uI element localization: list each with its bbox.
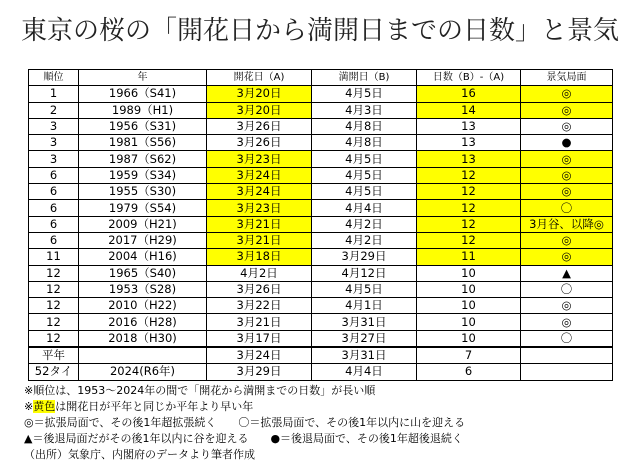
- cell-bloom-date: 3月24日: [207, 167, 312, 183]
- footnotes: [24, 383, 465, 463]
- cell-bloom-date: 3月20日: [207, 86, 312, 102]
- cell-rank: 11: [29, 249, 79, 265]
- table-row: [29, 135, 613, 151]
- header-year: 年: [79, 70, 207, 86]
- table-row: [29, 330, 613, 347]
- table-row: [29, 184, 613, 200]
- current-year-row: [29, 364, 613, 380]
- cell-days: 12: [417, 184, 521, 200]
- cell-bloom-date: 3月21日: [207, 216, 312, 232]
- table-row: [29, 314, 613, 330]
- cell-full-bloom-date: 4月8日: [312, 135, 417, 151]
- cell-bloom-date: 3月22日: [207, 298, 312, 314]
- cell-phase: ◎: [521, 86, 613, 102]
- cell-full-bloom-date: 3月31日: [312, 314, 417, 330]
- cell-full-bloom-date: 3月29日: [312, 249, 417, 265]
- cell-phase: ◎: [521, 298, 613, 314]
- note-legend-recession: ▲＝後退局面だがその後1年以内に谷を迎える ●＝後退局面で、その後1年超後退続く: [24, 432, 463, 445]
- cell-year: 1955（S30): [79, 184, 207, 200]
- cell-rank: 6: [29, 184, 79, 200]
- header-bloom-date: 開花日（A): [207, 70, 312, 86]
- cell-bloom-date: 3月21日: [207, 232, 312, 248]
- header-days: 日数（B）-（A): [417, 70, 521, 86]
- cell-year: 2017（H29): [79, 232, 207, 248]
- cell-bloom-date: 3月17日: [207, 330, 312, 347]
- cell-phase: 3月谷、以降◎: [521, 216, 613, 232]
- note-yellow: [24, 399, 465, 415]
- cell-phase: ◎: [521, 102, 613, 118]
- cell-year: 1965（S40): [79, 265, 207, 281]
- cell-phase: ◎: [521, 249, 613, 265]
- table-row: [29, 265, 613, 281]
- cell-full-bloom-date: 4月5日: [312, 167, 417, 183]
- cell-full-bloom-date: 4月2日: [312, 216, 417, 232]
- cell-days: 16: [417, 86, 521, 102]
- table-row: [29, 102, 613, 118]
- note-yellow-highlight: 黄色: [33, 400, 56, 413]
- cell-full-bloom-date: 4月5日: [312, 151, 417, 167]
- cell-rank: 6: [29, 232, 79, 248]
- cell-year: 1953（S28): [79, 281, 207, 297]
- cell-days: 10: [417, 330, 521, 347]
- cell-days: 13: [417, 118, 521, 134]
- cell-bloom-date: 3月29日: [207, 364, 312, 380]
- cell-year: 1966（S41): [79, 86, 207, 102]
- cell-bloom-date: 3月26日: [207, 135, 312, 151]
- cell-rank: 3: [29, 151, 79, 167]
- cell-phase: ◎: [521, 314, 613, 330]
- table-row: [29, 281, 613, 297]
- cell-rank: 3: [29, 118, 79, 134]
- cell-phase: 〇: [521, 330, 613, 347]
- cell-full-bloom-date: 4月4日: [312, 200, 417, 216]
- cell-rank: 12: [29, 265, 79, 281]
- cell-full-bloom-date: 4月4日: [312, 364, 417, 380]
- cell-year: [79, 347, 207, 364]
- cell-rank: 6: [29, 200, 79, 216]
- table-header-row: [29, 70, 613, 86]
- average-row: [29, 347, 613, 364]
- cell-phase: 〇: [521, 200, 613, 216]
- cell-phase: [521, 347, 613, 364]
- cell-days: 6: [417, 364, 521, 380]
- cell-phase: 〇: [521, 281, 613, 297]
- table-row: [29, 200, 613, 216]
- header-full-bloom-date: 満開日（B): [312, 70, 417, 86]
- note-yellow-prefix: ※: [24, 400, 34, 413]
- cell-year: 1981（S56): [79, 135, 207, 151]
- cell-rank: 平年: [29, 347, 79, 364]
- cell-full-bloom-date: 4月5日: [312, 86, 417, 102]
- cell-full-bloom-date: 4月3日: [312, 102, 417, 118]
- cell-days: 12: [417, 216, 521, 232]
- cell-year: 2018（H30): [79, 330, 207, 347]
- cell-full-bloom-date: 4月5日: [312, 281, 417, 297]
- cell-year: 1987（S62): [79, 151, 207, 167]
- cell-phase: ◎: [521, 167, 613, 183]
- table-row: [29, 86, 613, 102]
- cell-days: 10: [417, 281, 521, 297]
- cell-full-bloom-date: 4月1日: [312, 298, 417, 314]
- cell-year: 1989（H1): [79, 102, 207, 118]
- cell-bloom-date: 3月21日: [207, 314, 312, 330]
- cell-days: 10: [417, 265, 521, 281]
- cell-year: 2024(R6年): [79, 364, 207, 380]
- cell-bloom-date: 3月23日: [207, 200, 312, 216]
- cell-full-bloom-date: 4月8日: [312, 118, 417, 134]
- cell-year: 1979（S54): [79, 200, 207, 216]
- table-row: [29, 298, 613, 314]
- cell-rank: 52タイ: [29, 364, 79, 380]
- cell-bloom-date: 3月18日: [207, 249, 312, 265]
- cell-rank: 12: [29, 314, 79, 330]
- table-row: [29, 118, 613, 134]
- table-row: [29, 151, 613, 167]
- cell-days: 13: [417, 151, 521, 167]
- cell-phase: [521, 364, 613, 380]
- note-ranking: ※順位は、1953～2024年の間で「開花から満開までの日数」が長い順: [24, 384, 376, 397]
- cell-days: 14: [417, 102, 521, 118]
- cell-full-bloom-date: 3月27日: [312, 330, 417, 347]
- cell-bloom-date: 3月20日: [207, 102, 312, 118]
- cell-days: 10: [417, 298, 521, 314]
- cell-bloom-date: 3月23日: [207, 151, 312, 167]
- header-rank: 順位: [29, 70, 79, 86]
- cell-year: 2004（H16): [79, 249, 207, 265]
- cell-full-bloom-date: 3月31日: [312, 347, 417, 364]
- cell-days: 7: [417, 347, 521, 364]
- cell-year: 2016（H28): [79, 314, 207, 330]
- cell-phase: ◎: [521, 118, 613, 134]
- cell-rank: 12: [29, 281, 79, 297]
- cell-days: 13: [417, 135, 521, 151]
- table-body: [29, 86, 613, 380]
- cell-year: 2009（H21): [79, 216, 207, 232]
- cell-phase: ◎: [521, 184, 613, 200]
- cell-bloom-date: 3月24日: [207, 347, 312, 364]
- sakura-table: [28, 69, 613, 381]
- table-row: [29, 232, 613, 248]
- note-yellow-suffix: は開花日が平年と同じか平年より早い年: [55, 400, 254, 413]
- cell-bloom-date: 3月26日: [207, 118, 312, 134]
- table-row: [29, 167, 613, 183]
- cell-rank: 6: [29, 216, 79, 232]
- page-title: 東京の桜の「開花日から満開日までの日数」と景気: [20, 16, 619, 46]
- cell-bloom-date: 3月24日: [207, 184, 312, 200]
- table-row: [29, 249, 613, 265]
- cell-phase: ●: [521, 135, 613, 151]
- cell-days: 11: [417, 249, 521, 265]
- note-source: （出所）気象庁、内閣府のデータより筆者作成: [24, 448, 255, 461]
- table-row: [29, 216, 613, 232]
- cell-year: 1959（S34): [79, 167, 207, 183]
- cell-days: 12: [417, 232, 521, 248]
- cell-days: 10: [417, 314, 521, 330]
- cell-days: 12: [417, 167, 521, 183]
- header-business-phase: 景気局面: [521, 70, 613, 86]
- cell-full-bloom-date: 4月12日: [312, 265, 417, 281]
- cell-rank: 1: [29, 86, 79, 102]
- cell-bloom-date: 4月2日: [207, 265, 312, 281]
- note-legend-expansion: ◎＝拡張局面で、その後1年超拡張続く 〇＝拡張局面で、その後1年以内に山を迎える: [24, 416, 466, 429]
- cell-rank: 12: [29, 298, 79, 314]
- cell-rank: 2: [29, 102, 79, 118]
- cell-rank: 12: [29, 330, 79, 347]
- cell-full-bloom-date: 4月2日: [312, 232, 417, 248]
- cell-phase: ▲: [521, 265, 613, 281]
- cell-year: 2010（H22): [79, 298, 207, 314]
- cell-days: 12: [417, 200, 521, 216]
- cell-full-bloom-date: 4月5日: [312, 184, 417, 200]
- cell-phase: ◎: [521, 232, 613, 248]
- cell-rank: 6: [29, 167, 79, 183]
- cell-year: 1956（S31): [79, 118, 207, 134]
- cell-bloom-date: 3月26日: [207, 281, 312, 297]
- cell-phase: ◎: [521, 151, 613, 167]
- cell-rank: 3: [29, 135, 79, 151]
